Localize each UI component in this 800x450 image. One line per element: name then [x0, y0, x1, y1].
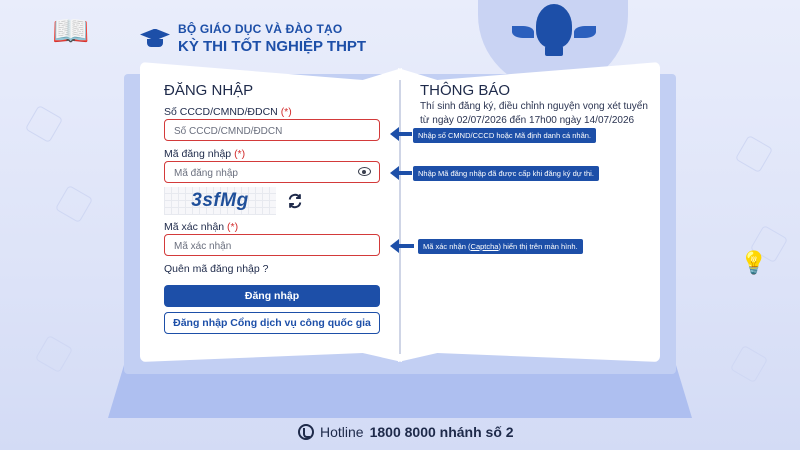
code-label: Mã đăng nhập (*) — [164, 148, 246, 160]
decor-hex — [730, 345, 768, 383]
leaf-decoration — [512, 26, 534, 38]
id-field[interactable] — [164, 119, 380, 141]
arrow-icon — [398, 132, 412, 136]
captcha-image — [164, 187, 276, 215]
arrow-icon — [398, 244, 414, 248]
book-spine — [399, 80, 401, 354]
book-icon: 📖 — [52, 15, 90, 48]
notice-text: Thí sinh đăng ký, điều chỉnh nguyện vọng xét tuyển từ ngày 02/07/2026 đến 17h00 ngày 14/07/2026 — [420, 101, 648, 126]
id-label: Số CCCD/CMND/ĐDCN (*) — [164, 106, 292, 118]
decor-hex — [35, 335, 73, 373]
captcha-text: 3sfMg — [191, 190, 249, 211]
graduation-cap-icon — [140, 27, 170, 51]
hotline-number: 1800 8000 nhánh số 2 — [369, 424, 514, 440]
verify-field[interactable] — [164, 234, 380, 256]
phone-icon — [298, 424, 314, 440]
code-input[interactable] — [172, 163, 356, 183]
eye-icon[interactable] — [358, 167, 371, 176]
refresh-icon[interactable] — [286, 192, 304, 210]
hotline — [298, 424, 514, 440]
code-tip: Nhập Mã đăng nhập đã được cấp khi đăng ký dự thi. — [413, 166, 599, 181]
arrow-icon — [398, 171, 412, 175]
decor-hex — [55, 185, 93, 223]
id-input[interactable] — [172, 121, 356, 141]
decor-hex — [25, 105, 63, 143]
verify-input[interactable] — [172, 236, 356, 256]
lightbulb-icon: 💡 — [740, 250, 768, 275]
verify-tip: Mã xác nhận (Captcha) hiển thị trên màn hình. — [418, 239, 583, 254]
forgot-code-link[interactable]: Quên mã đăng nhập ? — [164, 263, 269, 275]
lightbulb-icon — [536, 4, 572, 48]
decor-hex — [735, 135, 773, 173]
login-button[interactable]: Đăng nhập — [164, 285, 380, 307]
lightbulb-base — [545, 46, 563, 56]
site-header — [140, 22, 366, 55]
code-field[interactable] — [164, 161, 380, 183]
verify-label: Mã xác nhận (*) — [164, 221, 239, 233]
hotline-label: Hotline — [320, 424, 364, 440]
login-title: ĐĂNG NHẬP — [164, 82, 254, 99]
ministry-name: BỘ GIÁO DỤC VÀ ĐÀO TẠO — [178, 22, 343, 36]
exam-title: KỲ THI TỐT NGHIỆP THPT — [178, 38, 367, 55]
notice-title: THÔNG BÁO — [420, 82, 511, 99]
leaf-decoration — [574, 26, 596, 38]
id-tip: Nhập số CMND/CCCD hoặc Mã định danh cá nhân. — [413, 128, 596, 143]
gov-login-button[interactable]: Đăng nhập Cổng dịch vụ công quốc gia — [164, 312, 380, 334]
